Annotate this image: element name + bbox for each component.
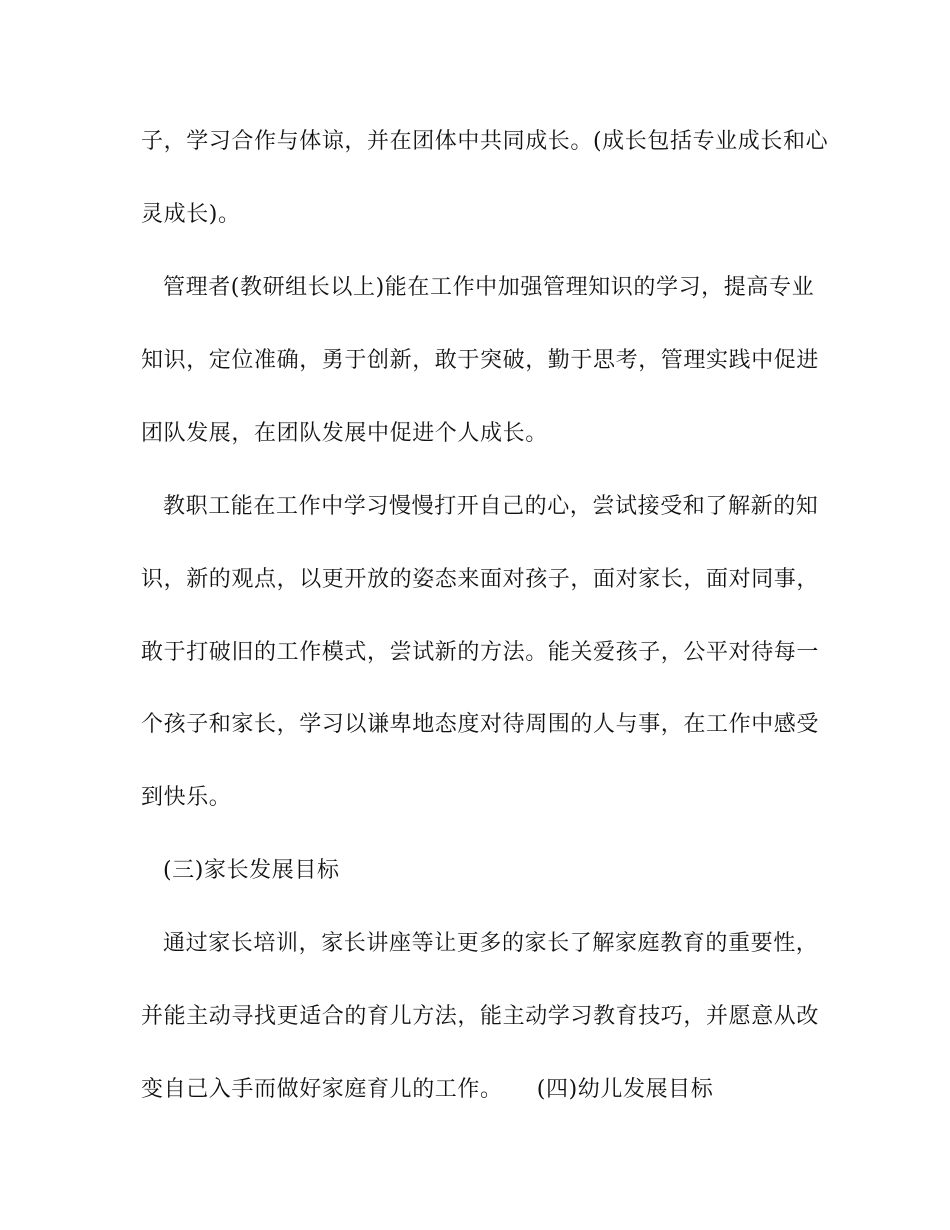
text-line-13: 并能主动寻找更适合的育儿方法，能主动学习教育技巧，并愿意从改 — [141, 1004, 820, 1029]
text-line-4: 知识，定位准确，勇于创新，敢于突破，勤于思考，管理实践中促进 — [141, 348, 820, 373]
text-line-10: 到快乐。 — [141, 785, 232, 810]
text-line-6: 教职工能在工作中学习慢慢打开自己的心，尝试接受和了解新的知 — [163, 494, 819, 519]
text-line-12: 通过家长培训，家长讲座等让更多的家长了解家庭教育的重要性， — [163, 931, 819, 956]
text-line-9: 个孩子和家长，学习以谦卑地态度对待周围的人与事，在工作中感受 — [141, 712, 820, 737]
text-line-7: 识，新的观点，以更开放的姿态来面对孩子，面对家长，面对同事， — [141, 567, 820, 592]
text-line-8: 敢于打破旧的工作模式，尝试新的方法。能关爱孩子，公平对待每一 — [141, 640, 820, 665]
text-line-2: 灵成长)。 — [141, 202, 241, 227]
text-line-5: 团队发展，在团队发展中促进个人成长。 — [141, 421, 548, 446]
text-line-3: 管理者(教研组长以上)能在工作中加强管理知识的学习，提高专业 — [163, 275, 815, 300]
text-line-14: 变自己入手而做好家庭育儿的工作。 (四)幼儿发展目标 — [141, 1077, 714, 1102]
section-heading-parents: (三)家长发展目标 — [163, 858, 340, 883]
text-line-1: 子，学习合作与体谅，并在团体中共同成长。(成长包括专业成长和心 — [141, 129, 829, 154]
